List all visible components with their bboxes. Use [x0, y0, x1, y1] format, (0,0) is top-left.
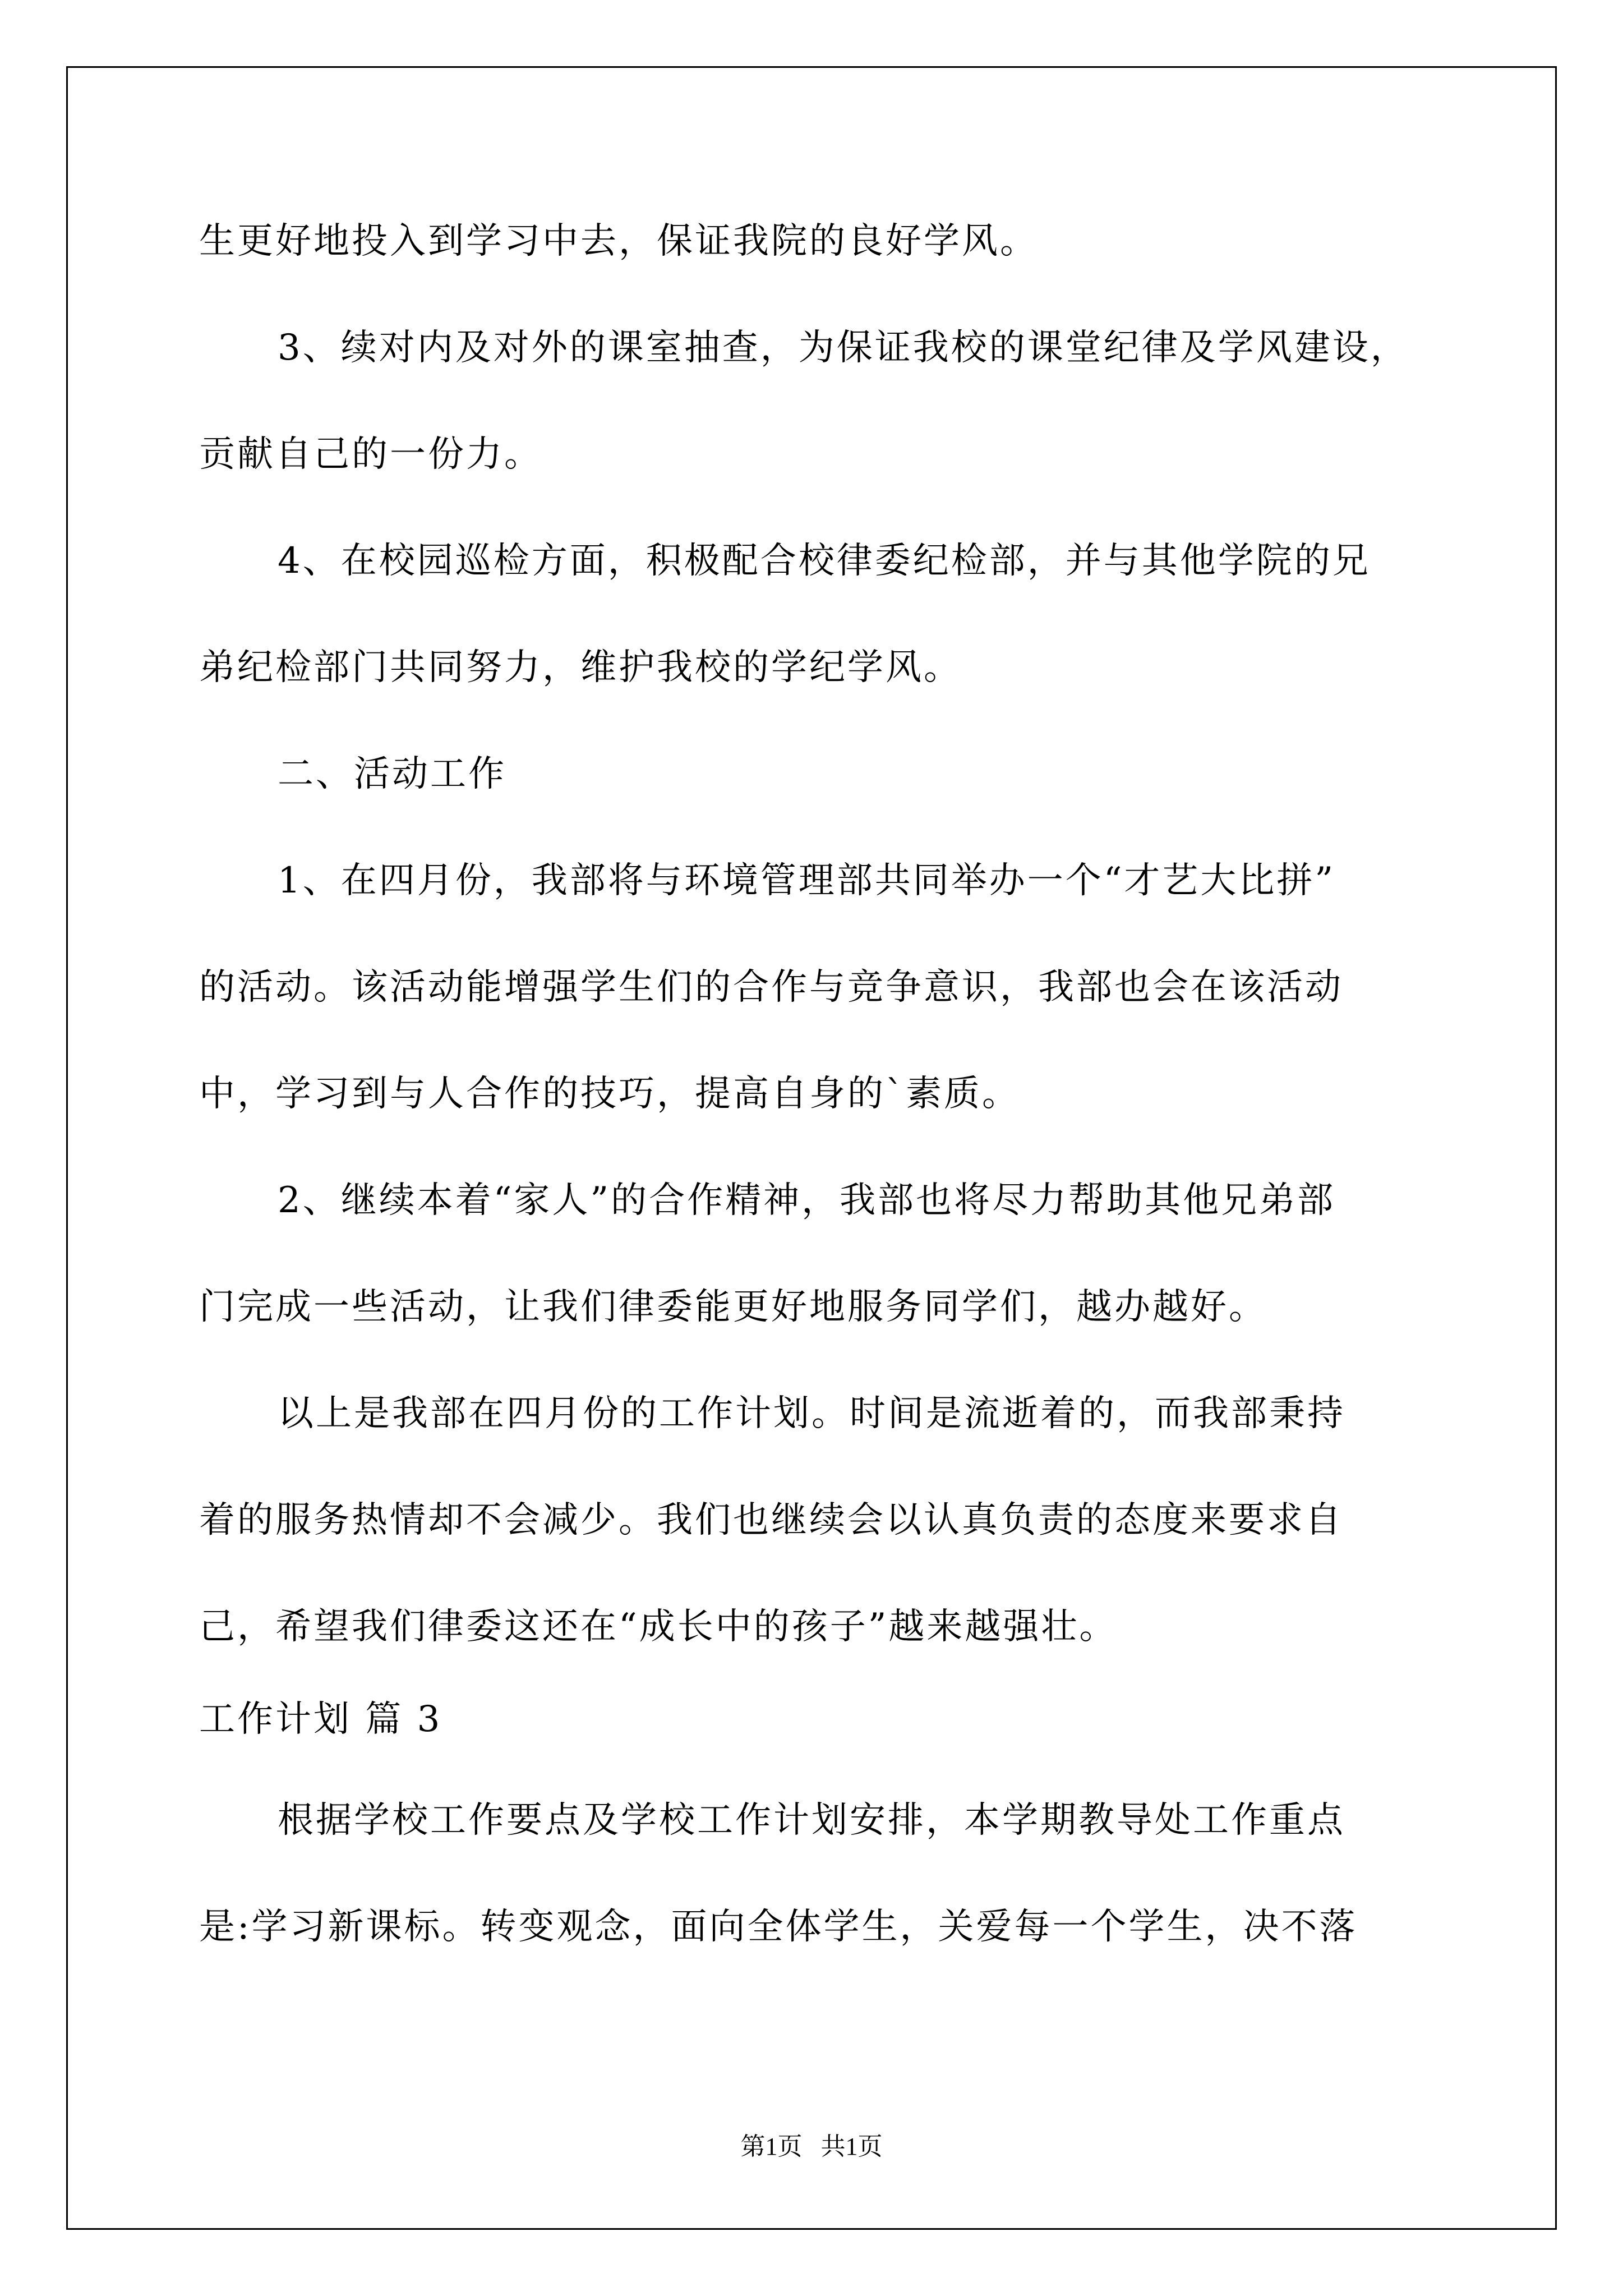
page-footer: 第1页 共1页	[740, 2133, 883, 2160]
section-heading: 二、活动工作	[278, 753, 506, 795]
paragraph-line: 是:学习新课标。转变观念，面向全体学生，关爱每一个学生，决不落	[199, 1906, 1358, 1948]
paragraph-line: 2、继续本着“家人”的合作精神，我部也将尽力帮助其他兄弟部	[278, 1180, 1336, 1221]
paragraph-line: 生更好地投入到学习中去，保证我院的良好学风。	[199, 220, 1038, 262]
paragraph-line: 根据学校工作要点及学校工作计划安排，本学期教导处工作重点	[278, 1800, 1345, 1841]
paragraph-line: 3、续对内及对外的课室抽查，为保证我校的课堂纪律及学风建设，	[278, 327, 1409, 369]
paragraph-line: 的活动。该活动能增强学生们的合作与竞争意识，我部也会在该活动	[199, 967, 1343, 1008]
paragraph-line: 贡献自己的一份力。	[199, 434, 542, 475]
paragraph-line: 中，学习到与人合作的技巧，提高自身的`素质。	[199, 1073, 1020, 1115]
paragraph-line: 着的服务热情却不会减少。我们也继续会以认真负责的态度来要求自	[199, 1499, 1343, 1541]
paragraph-line: 己，希望我们律委这还在“成长中的孩子”越来越强壮。	[199, 1606, 1118, 1648]
section-title: 工作计划 篇 3	[199, 1699, 442, 1740]
paragraph-line: 4、在校园巡检方面，积极配合校律委纪检部，并与其他学院的兄	[278, 540, 1371, 582]
paragraph-line: 弟纪检部门共同努力，维护我校的学纪学风。	[199, 647, 962, 688]
paragraph-line: 以上是我部在四月份的工作计划。时间是流逝着的，而我部秉持	[278, 1393, 1345, 1434]
paragraph-line: 1、在四月份，我部将与环境管理部共同举办一个“才艺大比拼”	[278, 860, 1336, 901]
paragraph-line: 门完成一些活动，让我们律委能更好地服务同学们，越办越好。	[199, 1286, 1267, 1328]
